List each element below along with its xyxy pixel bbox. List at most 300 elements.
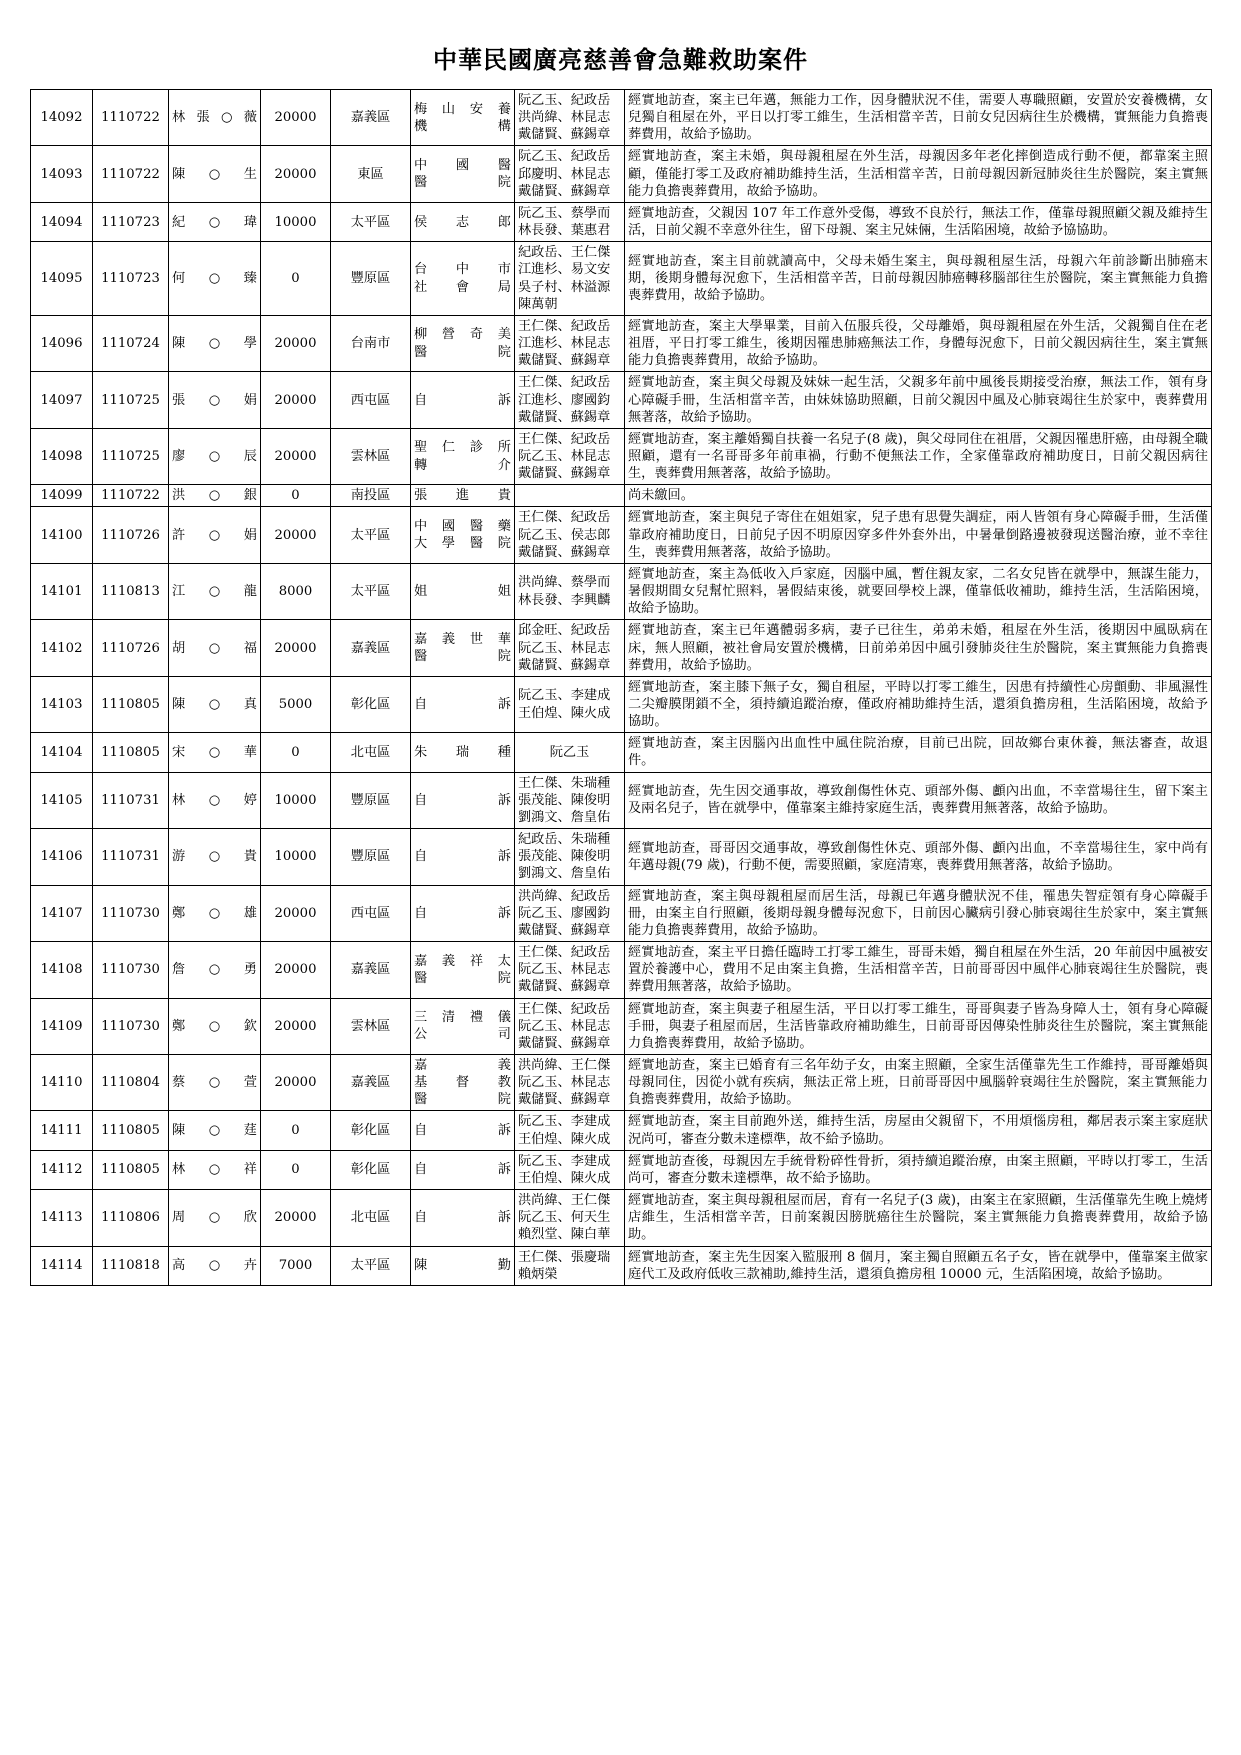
source-line: 三清禮儀 <box>414 1010 511 1026</box>
cell-case-area: 嘉義區 <box>331 620 411 676</box>
cell-case-area: 雲林區 <box>331 428 411 484</box>
staff-line: 江進杉、林昆志 <box>518 336 611 352</box>
staff-line: 阮乙玉、紀政岳 <box>518 93 611 108</box>
staff-line: 阮乙玉、林昆志 <box>518 1075 611 1091</box>
cell-case-date: 1110818 <box>93 1246 169 1285</box>
cell-case-amount: 20000 <box>261 428 331 484</box>
staff-line: 阮乙玉、何天生 <box>518 1210 611 1226</box>
cell-case-date: 1110722 <box>93 90 169 146</box>
table-row <box>31 942 1212 998</box>
cell-case-description <box>625 90 1212 146</box>
cell-case-description <box>625 733 1212 772</box>
cell-case-name: 鄭 ○ 雄 <box>169 885 261 941</box>
cell-case-source <box>411 885 515 941</box>
description-text: 經實地訪查，父親因 107 年工作意外受傷，導致不良於行，無法工作，僅靠母親照顧父親及維持生活，日前父親不幸意外往生，留下母親、案主兄妹倆，生活陷困境，故給予協協助。 <box>628 205 1208 239</box>
staff-line: 王伯煌、陳火成 <box>518 1131 611 1147</box>
staff-line: 洪尚緯、王仁傑 <box>518 1057 611 1073</box>
cell-case-amount: 8000 <box>261 563 331 619</box>
source-line: 張 進 貴 <box>414 488 511 504</box>
cell-case-id: 14106 <box>31 829 93 885</box>
source-line: 機 構 <box>414 118 511 134</box>
cell-case-source <box>411 620 515 676</box>
cell-case-date: 1110805 <box>93 1111 169 1150</box>
staff-line: 阮乙玉、李建成 <box>518 1114 611 1130</box>
source-line: 醫 院 <box>414 970 511 986</box>
description-text: 經實地訪查，先生因交通事故，導致創傷性休克、頭部外傷、顱內出血，不幸當場往生，留下案主及兩名兒子，皆在就學中，僅靠案主維持家庭生活，喪葬費用無著落，故給予協助。 <box>628 784 1208 817</box>
cell-case-area: 太平區 <box>331 202 411 241</box>
staff-line: 王仁傑、紀政岳 <box>518 1001 611 1017</box>
cell-case-area: 嘉義區 <box>331 942 411 998</box>
description-text: 經實地訪查，案主為低收入戶家庭，因腦中風，暫住親友家，二名女兒皆在就學中，無謀生能力，暑假期間女兒幫忙照料，暑假結束後，就要回學校上課，僅靠低收補助，維持生活，生活陷困境，故給予協助。 <box>628 566 1208 617</box>
cell-case-staff <box>515 485 625 507</box>
cell-case-date: 1110805 <box>93 676 169 732</box>
source-line: 嘉義世華 <box>414 631 511 647</box>
cell-case-date: 1110722 <box>93 146 169 202</box>
cell-case-date: 1110722 <box>93 485 169 507</box>
cell-case-amount: 0 <box>261 485 331 507</box>
staff-line: 吳子村、林溢源 <box>518 279 611 295</box>
staff-line: 阮乙玉、蔡學而 <box>518 205 611 221</box>
staff-line: 張茂能、陳俊明 <box>518 792 611 808</box>
description-text: 經實地訪查，案主目前跑外送，維持生活，房屋由父親留下，不用煩惱房租，鄰居表示案主家庭狀況尚可，審查分數未達標準，故不給予協助。 <box>628 1114 1208 1147</box>
cell-case-area: 雲林區 <box>331 998 411 1054</box>
description-text: 經實地訪查，案主與妻子租屋生活，平日以打零工維生，哥哥與妻子皆為身障人士，領有身心障礙手冊，與妻子租屋而居，生活皆靠政府補助維生，日前哥哥因傳染性肺炎往生於醫院，案主實無能力負擔喪葬費用，故給予協助。 <box>628 1001 1208 1051</box>
cell-case-area: 嘉義區 <box>331 90 411 146</box>
cell-case-area: 太平區 <box>331 1246 411 1285</box>
staff-line: 洪尚緯、紀政岳 <box>518 888 611 904</box>
cell-case-id: 14108 <box>31 942 93 998</box>
cell-case-description <box>625 146 1212 202</box>
staff-line: 洪尚緯、王仁傑 <box>518 1193 611 1209</box>
source-line: 中 國 醫 <box>414 158 511 174</box>
staff-line: 邱慶明、林昆志 <box>518 166 611 182</box>
cell-case-name: 游 ○ 貴 <box>169 829 261 885</box>
cell-case-id: 14098 <box>31 428 93 484</box>
table-row <box>31 772 1212 828</box>
cell-case-amount: 20000 <box>261 315 331 371</box>
staff-line: 江進杉、廖國鈞 <box>518 392 611 408</box>
staff-line: 阮乙玉、林昆志 <box>518 962 611 978</box>
staff-line: 王仁傑、紀政岳 <box>518 431 611 447</box>
staff-line: 阮乙玉、林昆志 <box>518 640 611 656</box>
cell-case-source <box>411 733 515 772</box>
cell-case-date: 1110723 <box>93 202 169 241</box>
cell-case-staff <box>515 428 625 484</box>
staff-line: 紀政岳、朱瑞種 <box>518 832 611 848</box>
cell-case-description <box>625 485 1212 507</box>
cell-case-description <box>625 563 1212 619</box>
cell-case-description <box>625 998 1212 1054</box>
source-line: 轉 介 <box>414 457 511 473</box>
cell-case-staff <box>515 1190 625 1246</box>
cell-case-staff <box>515 998 625 1054</box>
cell-case-id: 14109 <box>31 998 93 1054</box>
cell-case-id: 14100 <box>31 507 93 563</box>
cell-case-description <box>625 1246 1212 1285</box>
cell-case-area: 北屯區 <box>331 733 411 772</box>
source-line: 嘉 義 <box>414 1057 511 1073</box>
staff-line: 王伯煌、陳火成 <box>518 705 611 721</box>
cell-case-staff <box>515 372 625 428</box>
cell-case-amount: 20000 <box>261 372 331 428</box>
staff-line: 劉鴻文、詹皇佑 <box>518 809 611 825</box>
cell-case-area: 太平區 <box>331 507 411 563</box>
cell-case-id: 14103 <box>31 676 93 732</box>
cell-case-staff <box>515 1111 625 1150</box>
cell-case-name: 高 ○ 卉 <box>169 1246 261 1285</box>
cell-case-area: 西屯區 <box>331 885 411 941</box>
description-text: 經實地訪查，案主目前就讀高中，父母未婚生案主，與母親租屋生活，母親六年前診斷出肺癌末期，後期身體每況愈下，生活相當辛苦，日前母親因肺癌轉移腦部往生於醫院，案主實無能力負擔喪葬費用，故給予協助。 <box>628 253 1208 304</box>
cell-case-staff <box>515 90 625 146</box>
staff-line: 阮乙玉、李建成 <box>518 1153 611 1169</box>
staff-line: 戴儲賢、蘇錫章 <box>518 409 611 425</box>
source-line: 梅山安養 <box>414 101 511 117</box>
staff-line: 阮乙玉、紀政岳 <box>518 149 611 165</box>
staff-line: 張茂能、陳俊明 <box>518 849 611 865</box>
cell-case-staff <box>515 315 625 371</box>
cell-case-source <box>411 942 515 998</box>
source-line: 柳營奇美 <box>414 327 511 343</box>
cell-case-id: 14095 <box>31 242 93 316</box>
table-row <box>31 1246 1212 1285</box>
cell-case-id: 14096 <box>31 315 93 371</box>
description-text: 經實地訪查，案主先生因案入監服刑 8 個月，案主獨自照顧五名子女，皆在就學中，僅靠案主做家庭代工及政府低收三款補助,維持生活，還須負擔房租 10000 元，生活陷困境，故給予協助。 <box>628 1249 1208 1282</box>
cell-case-amount: 0 <box>261 1111 331 1150</box>
cell-case-staff <box>515 885 625 941</box>
cell-case-amount: 7000 <box>261 1246 331 1285</box>
cell-case-area: 豐原區 <box>331 772 411 828</box>
cell-case-source <box>411 90 515 146</box>
cell-case-staff <box>515 146 625 202</box>
cell-case-source <box>411 485 515 507</box>
staff-line: 戴儲賢、蘇錫章 <box>518 353 611 369</box>
staff-line: 王仁傑、紀政岳 <box>518 375 611 391</box>
cell-case-staff <box>515 829 625 885</box>
cell-case-description <box>625 242 1212 316</box>
cell-case-id: 14097 <box>31 372 93 428</box>
source-line: 醫 院 <box>414 1092 511 1108</box>
table-row <box>31 1054 1212 1110</box>
table-row <box>31 507 1212 563</box>
cell-case-description <box>625 507 1212 563</box>
cell-case-name: 紀 ○ 瑋 <box>169 202 261 241</box>
cell-case-amount: 10000 <box>261 202 331 241</box>
staff-line: 賴炳榮 <box>518 1266 558 1282</box>
cell-case-name: 鄭 ○ 欽 <box>169 998 261 1054</box>
cell-case-staff <box>515 1246 625 1285</box>
cell-case-area: 南投區 <box>331 485 411 507</box>
source-line: 醫 院 <box>414 175 511 191</box>
cell-case-name: 陳 ○ 真 <box>169 676 261 732</box>
cell-case-name: 何 ○ 臻 <box>169 242 261 316</box>
cell-case-amount: 20000 <box>261 942 331 998</box>
cases-table <box>30 89 1212 1286</box>
cell-case-description <box>625 676 1212 732</box>
cell-case-id: 14107 <box>31 885 93 941</box>
source-line: 自 訴 <box>414 792 511 808</box>
cell-case-amount: 0 <box>261 1150 331 1189</box>
cell-case-date: 1110806 <box>93 1190 169 1246</box>
cell-case-staff <box>515 563 625 619</box>
staff-line: 阮乙玉、林昆志 <box>518 1018 611 1034</box>
cell-case-name: 洪 ○ 銀 <box>169 485 261 507</box>
page-title: 中華民國廣亮慈善會急難救助案件 <box>433 45 808 74</box>
staff-line: 戴儲賢、蘇錫章 <box>518 979 611 995</box>
cell-case-source <box>411 146 515 202</box>
description-text: 經實地訪查，案主平日擔任臨時工打零工維生，哥哥未婚，獨自租屋在外生活，20 年前因中風被安置於養護中心，費用不足由案主負擔，生活相當辛苦，日前哥哥因中風伴心肺衰竭往生於醫院，喪葬費用無著落，故給予協助。 <box>628 945 1208 995</box>
staff-line: 王仁傑、紀政岳 <box>518 510 611 526</box>
cell-case-source <box>411 772 515 828</box>
staff-line: 戴儲賢、蘇錫章 <box>518 127 611 143</box>
cell-case-name: 宋 ○ 華 <box>169 733 261 772</box>
cell-case-source <box>411 428 515 484</box>
cell-case-source <box>411 998 515 1054</box>
staff-line: 陳萬朝 <box>518 296 558 312</box>
source-line: 自 訴 <box>414 1123 511 1139</box>
cell-case-description <box>625 772 1212 828</box>
cell-case-area: 彰化區 <box>331 1111 411 1150</box>
cell-case-date: 1110730 <box>93 942 169 998</box>
staff-line: 阮乙玉、廖國鈞 <box>518 905 611 921</box>
cell-case-source <box>411 1054 515 1110</box>
cell-case-description <box>625 829 1212 885</box>
cell-case-source <box>411 372 515 428</box>
cell-case-area: 豐原區 <box>331 242 411 316</box>
cell-case-source <box>411 1246 515 1285</box>
description-text: 經實地訪查，案主膝下無子女，獨自租屋，平時以打零工維生，因患有持續性心房顫動、非風濕性二尖瓣膜閉鎖不全，須持續追蹤治療，僅政府補助維持生活，還須負擔房租，生活陷困境，故給予協助。 <box>628 679 1208 730</box>
cell-case-name: 許 ○ 娟 <box>169 507 261 563</box>
cell-case-id: 14102 <box>31 620 93 676</box>
staff-line: 戴儲賢、蘇錫章 <box>518 657 611 673</box>
cell-case-date: 1110805 <box>93 1150 169 1189</box>
cell-case-source <box>411 242 515 316</box>
cell-case-amount: 0 <box>261 242 331 316</box>
description-text: 經實地訪查，案主大學畢業，目前入伍服兵役，父母離婚，與母親租屋在外生活，父親獨自住在老祖厝，平日打零工維生，後期因罹患肺癌無法工作，身體每況愈下，日前父親因病往生，案主實無能力負擔喪葬費用，故給予協助。 <box>628 318 1208 369</box>
description-text: 經實地訪查，案主已年邁，無能力工作，因身體狀況不佳，需要人專職照顧，安置於安養機構，女兒獨自租屋在外，平日以打零工維生，生活相當辛苦，日前女兒因病往生於機構，實無能力負擔喪葬費用，故給予協助。 <box>628 93 1208 143</box>
source-line: 姐 姐 <box>414 584 511 600</box>
table-row <box>31 620 1212 676</box>
cell-case-description <box>625 372 1212 428</box>
staff-line: 王仁傑、紀政岳 <box>518 318 611 334</box>
source-line: 醫 院 <box>414 344 511 360</box>
cell-case-amount: 10000 <box>261 772 331 828</box>
cell-case-source <box>411 315 515 371</box>
cell-case-area: 台南市 <box>331 315 411 371</box>
cell-case-staff <box>515 733 625 772</box>
cell-case-date: 1110723 <box>93 242 169 316</box>
cell-case-date: 1110731 <box>93 772 169 828</box>
cell-case-source <box>411 1150 515 1189</box>
staff-line: 邱金旺、紀政岳 <box>518 623 611 639</box>
staff-line: 王伯煌、陳火成 <box>518 1170 611 1186</box>
source-line: 醫 院 <box>414 649 511 665</box>
cell-case-description <box>625 942 1212 998</box>
source-line: 自 訴 <box>414 697 511 712</box>
table-row <box>31 1190 1212 1246</box>
source-line: 侯 志 郎 <box>414 214 511 230</box>
cell-case-staff <box>515 1150 625 1189</box>
table-row <box>31 733 1212 772</box>
cell-case-name: 陳 ○ 生 <box>169 146 261 202</box>
cell-case-description <box>625 315 1212 371</box>
cell-case-id: 14110 <box>31 1054 93 1110</box>
cell-case-area: 彰化區 <box>331 1150 411 1189</box>
table-row <box>31 485 1212 507</box>
source-line: 自 訴 <box>414 1210 511 1226</box>
staff-line: 阮乙玉、李建成 <box>518 688 611 704</box>
cell-case-id: 14099 <box>31 485 93 507</box>
cell-case-date: 1110813 <box>93 563 169 619</box>
staff-line: 阮乙玉 <box>549 744 590 760</box>
cell-case-amount: 20000 <box>261 1054 331 1110</box>
cell-case-date: 1110724 <box>93 315 169 371</box>
cell-case-area: 北屯區 <box>331 1190 411 1246</box>
cell-case-name: 張 ○ 娟 <box>169 372 261 428</box>
cell-case-amount: 20000 <box>261 998 331 1054</box>
cell-case-name: 周 ○ 欣 <box>169 1190 261 1246</box>
staff-line: 紀政岳、王仁傑 <box>518 245 611 261</box>
cell-case-description <box>625 1190 1212 1246</box>
cell-case-name: 林張○薇 <box>169 90 261 146</box>
cell-case-date: 1110731 <box>93 829 169 885</box>
cell-case-source <box>411 676 515 732</box>
table-row <box>31 428 1212 484</box>
cell-case-id: 14101 <box>31 563 93 619</box>
cell-case-name: 蔡 ○ 萱 <box>169 1054 261 1110</box>
table-row <box>31 676 1212 732</box>
cell-case-area: 豐原區 <box>331 829 411 885</box>
source-line: 自 訴 <box>414 1162 511 1178</box>
cell-case-staff <box>515 242 625 316</box>
cell-case-id: 14111 <box>31 1111 93 1150</box>
cell-case-area: 東區 <box>331 146 411 202</box>
description-text: 經實地訪查，案主與母親租屋而居生活，母親已年邁身體狀況不佳，罹患失智症領有身心障礙手冊，由案主自行照顧，後期母親身體每況愈下，日前因心臟病引發心肺衰竭往生於家中，案主實無能力負擔喪葬費用，故給予協助。 <box>628 888 1208 938</box>
cell-case-amount: 0 <box>261 733 331 772</box>
table-row <box>31 885 1212 941</box>
description-text: 經實地訪查，案主與母親租屋而居，育有一名兒子(3 歲)，由案主在家照顧，生活僅靠先生晚上燒烤店維生，生活相當辛苦，日前案親因膀胱癌往生於醫院，案主實無能力負擔喪葬費用，故給予協助。 <box>628 1193 1208 1243</box>
cell-case-date: 1110730 <box>93 998 169 1054</box>
cell-case-name: 陳 ○ 學 <box>169 315 261 371</box>
staff-line: 戴儲賢、蘇錫章 <box>518 1092 611 1108</box>
cell-case-date: 1110725 <box>93 372 169 428</box>
cell-case-staff <box>515 620 625 676</box>
staff-line: 戴儲賢、蘇錫章 <box>518 183 611 199</box>
cell-case-name: 林 ○ 祥 <box>169 1150 261 1189</box>
staff-line: 戴儲賢、蘇錫章 <box>518 1035 611 1051</box>
table-row <box>31 202 1212 241</box>
source-line: 自 訴 <box>414 849 511 865</box>
cell-case-amount: 20000 <box>261 885 331 941</box>
source-line: 陳 勤 <box>414 1258 511 1274</box>
cell-case-amount: 20000 <box>261 146 331 202</box>
cell-case-source <box>411 1111 515 1150</box>
source-line: 朱 瑞 種 <box>414 744 511 760</box>
cell-case-description <box>625 620 1212 676</box>
description-text: 經實地訪查後，母親因左手統骨粉碎性骨折，須持續追蹤治療，由案主照顧，平時以打零工，生活尚可，審查分數未達標準，故不給予協助。 <box>628 1153 1208 1186</box>
source-line: 基 督 教 <box>414 1075 511 1091</box>
cell-case-source <box>411 202 515 241</box>
cell-case-area: 嘉義區 <box>331 1054 411 1110</box>
staff-line: 洪尚緯、蔡學而 <box>518 575 611 591</box>
source-line: 自 訴 <box>414 392 511 408</box>
cell-case-id: 14093 <box>31 146 93 202</box>
staff-line: 王仁傑、朱瑞種 <box>518 775 611 791</box>
description-text: 尚未繳回。 <box>628 488 694 504</box>
cell-case-description <box>625 1054 1212 1110</box>
cell-case-date: 1110726 <box>93 507 169 563</box>
cell-case-date: 1110725 <box>93 428 169 484</box>
cell-case-area: 西屯區 <box>331 372 411 428</box>
table-row <box>31 315 1212 371</box>
table-row <box>31 372 1212 428</box>
staff-line: 洪尚緯、林昆志 <box>518 110 611 126</box>
cell-case-description <box>625 202 1212 241</box>
table-row <box>31 1150 1212 1189</box>
source-line: 社 會 局 <box>414 279 511 295</box>
cell-case-staff <box>515 772 625 828</box>
cell-case-amount: 20000 <box>261 90 331 146</box>
cell-case-id: 14112 <box>31 1150 93 1189</box>
cell-case-source <box>411 829 515 885</box>
staff-line: 王仁傑、張慶瑞 <box>518 1249 611 1265</box>
cases-table-body <box>31 90 1212 1286</box>
cell-case-source <box>411 563 515 619</box>
cell-case-name: 廖 ○ 辰 <box>169 428 261 484</box>
table-row <box>31 1111 1212 1150</box>
cell-case-name: 詹 ○ 勇 <box>169 942 261 998</box>
cell-case-amount: 5000 <box>261 676 331 732</box>
cell-case-date: 1110805 <box>93 733 169 772</box>
staff-line: 戴儲賢、蘇錫章 <box>518 466 611 482</box>
cell-case-id: 14105 <box>31 772 93 828</box>
table-container <box>0 89 1241 1286</box>
source-line: 台 中 市 <box>414 262 511 278</box>
source-line: 聖仁診所 <box>414 440 511 456</box>
cell-case-id: 14114 <box>31 1246 93 1285</box>
staff-line: 江進杉、易文安 <box>518 262 611 278</box>
cell-case-amount: 10000 <box>261 829 331 885</box>
cell-case-name: 江 ○ 龍 <box>169 563 261 619</box>
cell-case-staff <box>515 676 625 732</box>
source-line: 公 司 <box>414 1027 511 1043</box>
cell-case-description <box>625 428 1212 484</box>
source-line: 大學醫院 <box>414 536 511 552</box>
cell-case-staff <box>515 202 625 241</box>
cell-case-description <box>625 1150 1212 1189</box>
cell-case-date: 1110730 <box>93 885 169 941</box>
cell-case-staff <box>515 942 625 998</box>
staff-line: 阮乙玉、林昆志 <box>518 448 611 464</box>
table-row <box>31 998 1212 1054</box>
staff-line: 賴烈堂、陳白華 <box>518 1227 611 1243</box>
cell-case-source <box>411 507 515 563</box>
staff-line: 阮乙玉、侯志郎 <box>518 527 611 543</box>
cell-case-name: 陳 ○ 莛 <box>169 1111 261 1150</box>
cell-case-name: 林 ○ 婷 <box>169 772 261 828</box>
cell-case-amount: 20000 <box>261 507 331 563</box>
cell-case-id: 14092 <box>31 90 93 146</box>
cell-case-name: 胡 ○ 福 <box>169 620 261 676</box>
cell-case-amount: 20000 <box>261 1190 331 1246</box>
table-row <box>31 242 1212 316</box>
staff-line: 戴儲賢、蘇錫章 <box>518 544 611 560</box>
description-text: 經實地訪查，案主已年邁體弱多病，妻子已往生，弟弟未婚，租屋在外生活，後期因中風臥病在床，無人照顧，被社會局安置於機構，日前弟弟因中風引發肺炎往生於醫院，案主實無能力負擔喪葬費用，故給予協助。 <box>628 623 1208 673</box>
description-text: 經實地訪查，案主未婚，與母親租屋在外生活，母親因多年老化摔倒造成行動不便，都靠案主照顧，僅能打零工及政府補助維持生活，生活相當辛苦，日前母親因新冠肺炎往生於醫院，案主實無能力負擔喪葬費用，故給予協助。 <box>628 149 1208 199</box>
table-row <box>31 563 1212 619</box>
cell-case-staff <box>515 1054 625 1110</box>
table-row <box>31 146 1212 202</box>
cell-case-description <box>625 1111 1212 1150</box>
